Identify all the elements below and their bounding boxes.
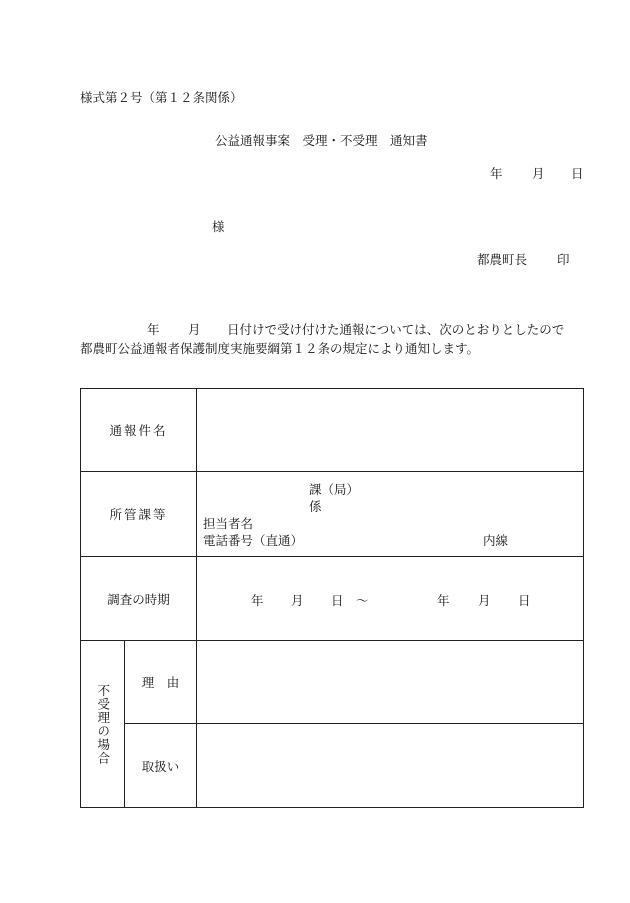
period-day-end: 日 [518,593,531,608]
period-day-start: 日 ～ [331,593,369,608]
department-label: 所管課等 [81,472,197,557]
handling-row [81,724,584,808]
department-row [81,472,584,557]
report-name-field[interactable] [197,389,584,472]
body-year: 年 [147,322,160,337]
recipient-suffix: 様 [212,219,225,234]
date-day: 日 [571,166,584,181]
rejection-label: 不受理の場合 [95,683,111,765]
report-name-row [81,389,584,472]
dept-ka: 課（局） [309,482,360,497]
period-year-start: 年 [251,593,264,608]
period-row [81,557,584,641]
period-month-end: 月 [478,593,491,608]
reason-field[interactable] [197,641,584,724]
report-name-label: 通報件名 [81,389,197,472]
period-label: 調査の時期 [81,557,197,641]
period-field[interactable] [197,557,584,641]
rejection-cell [81,641,125,808]
extension: 内線 [483,533,509,548]
seal-mark: 印 [557,252,570,267]
date-year: 年 [490,166,503,181]
dept-kakari: 係 [309,499,322,514]
body-month: 月 [188,322,201,337]
reason-label: 理 由 [125,641,197,724]
period-year-end: 年 [437,593,450,608]
document-title: 公益通報事案 受理・不受理 通知書 [215,133,428,148]
body-line2: 都農町公益通報者保護制度実施要綱第１２条の規定により通知します。 [80,341,480,356]
body-line1: 日付けで受け付けた通報については、次のとおりとしたので [227,322,565,337]
phone-direct: 電話番号（直通） [203,533,304,548]
department-field[interactable] [197,472,584,557]
notification-table [80,388,584,808]
sender-name: 都農町長 [477,252,528,267]
handling-label: 取扱い [125,724,197,808]
form-number: 様式第２号（第１２条関係） [80,90,243,105]
handling-field[interactable] [197,724,584,808]
reason-row [81,641,584,724]
person-in-charge: 担当者名 [203,516,254,531]
date-month: 月 [532,166,545,181]
period-month-start: 月 [291,593,304,608]
